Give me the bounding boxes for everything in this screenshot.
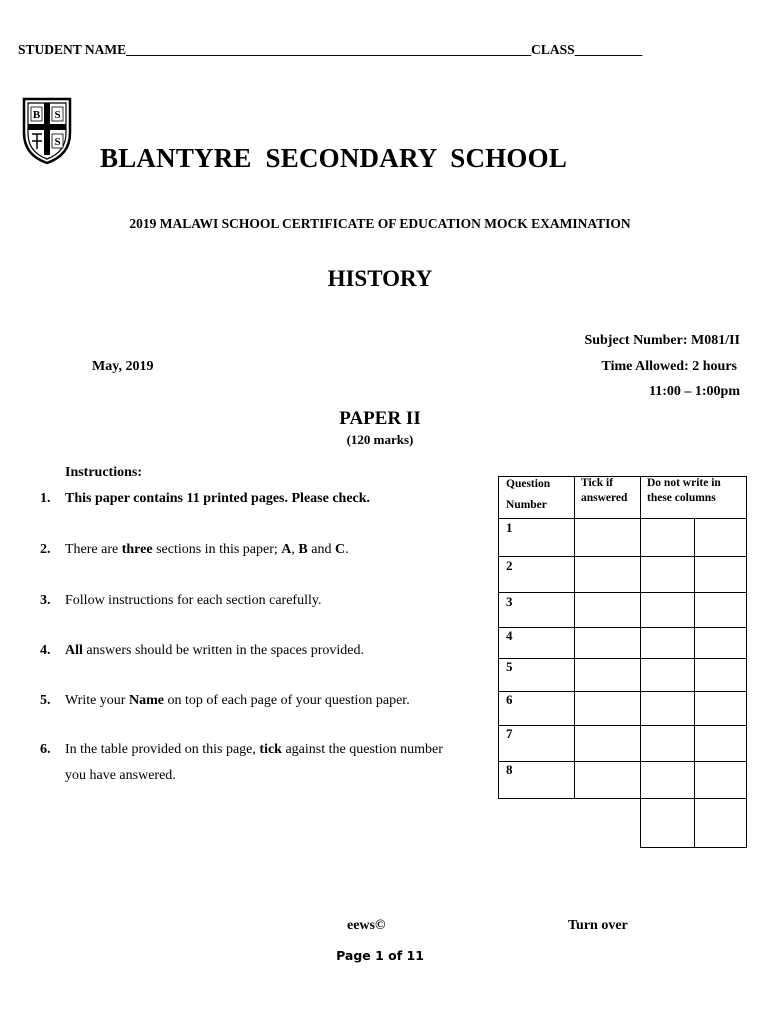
instruction-number: 6. [40,742,51,757]
instruction-item [40,588,460,614]
class-label: CLASS [531,42,575,57]
subject-number: Subject Number: M081/II [584,333,740,348]
paper-marks: (120 marks) [346,432,414,447]
answer-table [498,476,747,848]
exam-date: May, 2019 [92,359,154,374]
time-range: 11:00 – 1:00pm [649,384,740,399]
student-name-class-line [18,42,642,58]
paper-title: PAPER II [339,408,421,429]
time-allowed: Time Allowed: 2 hours [601,359,737,374]
class-field[interactable]: __________ [574,42,643,57]
question-number-cell: 4 [506,628,513,643]
tick-header-line2: answered [581,492,628,504]
question-number-header [506,477,551,511]
copyright-mark: eews© [347,918,386,933]
instruction-number: 2. [40,542,51,557]
instruction-number: 4. [40,643,51,658]
instruction-item [40,638,460,664]
tick-cell-q1[interactable] [575,557,640,592]
instruction-text: There are three sections in this paper; A, B and C. [65,542,349,557]
tick-cell-q5[interactable] [575,692,640,725]
tick-cell-q3[interactable] [575,628,640,658]
instruction-item [40,737,460,789]
tick-if-answered-header [581,476,627,506]
question-number-cell: 6 [506,692,513,707]
question-number-cell: 5 [506,659,513,674]
student-name-field[interactable]: ____________________________________________________________ [126,42,532,57]
crest-letter-b: B [32,109,41,121]
instruction-number: 3. [40,593,51,608]
question-number-cell: 1 [506,520,513,535]
question-number-cell: 8 [506,762,513,777]
subject-title: HISTORY [327,266,433,291]
instruction-text: Write your Name on top of each page of your question paper. [65,693,410,708]
instruction-item [40,486,460,512]
instruction-text: This paper contains 11 printed pages. Please check. [65,491,371,506]
tick-cell-q7[interactable] [575,762,640,798]
donot-header-line1: Do not write in [647,477,721,489]
instruction-item [40,537,460,563]
exam-title: 2019 MALAWI SCHOOL CERTIFICATE OF EDUCATION MOCK EXAMINATION [129,216,631,231]
page-number: Page 1 of 11 [336,948,424,963]
instruction-text: All answers should be written in the spaces provided. [65,643,364,658]
tick-header-line1: Tick if [581,477,614,489]
crest-letter-s1: S [54,109,61,121]
instruction-item [40,688,460,714]
do-not-write-header [647,476,721,506]
instruction-number: 1. [40,491,51,506]
instruction-number: 5. [40,693,51,708]
instruction-text: Follow instructions for each section carefully. [65,593,322,608]
question-number-cell: 7 [506,726,513,741]
school-crest-icon [22,97,72,165]
crest-letter-s2: S [54,136,61,148]
turn-over-note: Turn over [568,918,628,933]
student-name-label: STUDENT NAME [18,42,127,57]
tick-cell-q6[interactable] [575,726,640,761]
question-number-cell: 3 [506,594,513,609]
question-header-line1: Question [506,478,551,490]
school-name: BLANTYRE SECONDARY SCHOOL [100,143,568,173]
instructions-heading: Instructions: [65,465,143,480]
question-number-cell: 2 [506,558,513,573]
instruction-text: In the table provided on this page, tick against the question number you have answered. [65,742,443,783]
tick-cell-q2[interactable] [575,593,640,627]
donot-header-line2: these columns [647,492,716,504]
tick-cell-q4[interactable] [575,659,640,691]
question-header-line2: Number [506,499,547,511]
